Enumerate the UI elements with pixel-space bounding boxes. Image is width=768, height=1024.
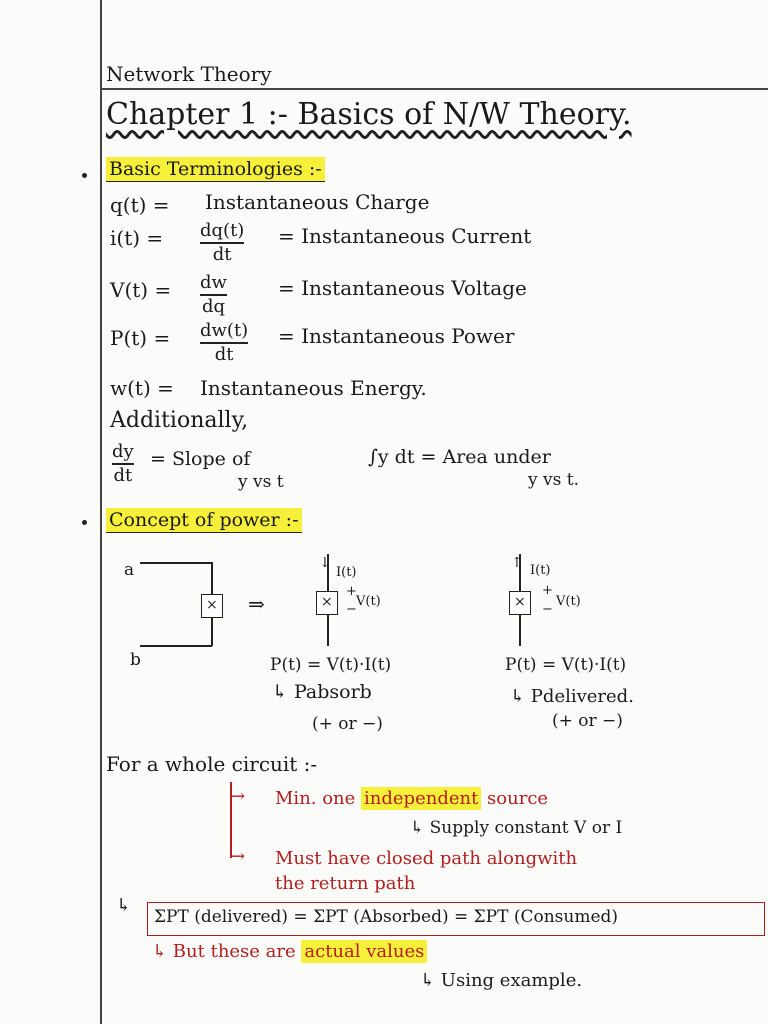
- rule2: Must have closed path alongwith: [275, 848, 578, 869]
- voltage-fraction: dw dq: [200, 272, 227, 317]
- area-sub: y vs t.: [528, 470, 579, 490]
- eq-deliver: P(t) = V(t)·I(t): [505, 655, 627, 675]
- plus-sign-2: +: [542, 583, 553, 598]
- rule1-arrow-icon: →: [230, 786, 246, 807]
- sum-arrow-icon: ↳: [116, 895, 132, 916]
- deliver-label: ↳ Pdelivered.: [510, 686, 634, 707]
- note: ↳ But these are actual values: [152, 943, 427, 961]
- circuit-element-1: ×: [201, 594, 223, 618]
- chapter-title: Chapter 1 :- Basics of N/W Theory.: [106, 97, 632, 132]
- power-sum-box: [147, 902, 765, 936]
- absorb-label: ↳ Pabsorb: [272, 681, 372, 703]
- slope-sub: y vs t: [238, 472, 284, 492]
- rule1: Min. one independent source: [275, 788, 549, 809]
- terminology-heading: Basic Terminologies :-: [106, 160, 325, 179]
- current-arrow-down-icon: ↓: [319, 555, 331, 571]
- absorb-sign: (+ or −): [312, 714, 383, 734]
- energy-lhs: w(t) =: [110, 376, 174, 400]
- rule2-arrow-icon: →: [230, 846, 246, 867]
- node-a-label: a: [124, 560, 135, 580]
- bullet: [82, 173, 87, 178]
- power-lhs: P(t) =: [110, 326, 171, 350]
- wire-bottom: [140, 645, 212, 647]
- deliver-sign: (+ or −): [552, 711, 623, 731]
- margin-line: [100, 0, 102, 1024]
- implies-arrow: ⇒: [248, 592, 265, 616]
- power-fraction: dw(t) dt: [200, 320, 249, 365]
- rule1-sub: ↳ Supply constant V or I: [410, 818, 623, 838]
- minus-sign-2: −: [542, 602, 553, 617]
- current-lhs: i(t) =: [110, 226, 164, 250]
- circuit-element-3: ×: [509, 591, 531, 615]
- area-expr: ∫y dt = Area under: [368, 446, 551, 468]
- whole-circuit-heading: For a whole circuit :-: [106, 752, 318, 776]
- bullet: [82, 520, 87, 525]
- eq-absorb: P(t) = V(t)·I(t): [270, 655, 392, 675]
- additionally-label: Additionally,: [110, 408, 249, 433]
- power-rhs: = Instantaneous Power: [278, 324, 515, 348]
- slope-eq: = Slope of: [150, 448, 251, 470]
- current-fraction: dq(t) dt: [200, 220, 245, 265]
- voltage-rhs: = Instantaneous Voltage: [278, 276, 527, 300]
- minus-sign-1: −: [346, 602, 357, 617]
- example-note: ↳ Using example.: [420, 970, 583, 991]
- node-b-label: b: [130, 650, 141, 670]
- power-sum-equation: ΣPT (delivered) = ΣPT (Absorbed) = ΣPT (Consumed): [154, 907, 619, 927]
- charge-rhs: Instantaneous Charge: [205, 190, 430, 214]
- power-concept-heading: Concept of power :-: [106, 511, 302, 530]
- slope-fraction: dy dt: [112, 441, 134, 486]
- current-rhs: = Instantaneous Current: [278, 224, 532, 248]
- plus-sign-1: +: [346, 584, 357, 599]
- header-rule: [100, 88, 768, 90]
- wire-top: [140, 562, 212, 564]
- charge-lhs: q(t) =: [110, 193, 170, 217]
- voltage-lhs: V(t) =: [110, 278, 172, 302]
- subject-title: Network Theory: [106, 62, 272, 86]
- current-label-2: I(t): [530, 563, 551, 578]
- voltage-label-2: V(t): [556, 594, 581, 609]
- current-arrow-up-icon: ↑: [511, 555, 523, 571]
- rule2-cont: the return path: [275, 873, 416, 894]
- energy-rhs: Instantaneous Energy.: [200, 376, 427, 400]
- circuit-element-2: ×: [316, 591, 338, 615]
- voltage-label-1: V(t): [356, 594, 381, 609]
- current-label-1: I(t): [336, 565, 357, 580]
